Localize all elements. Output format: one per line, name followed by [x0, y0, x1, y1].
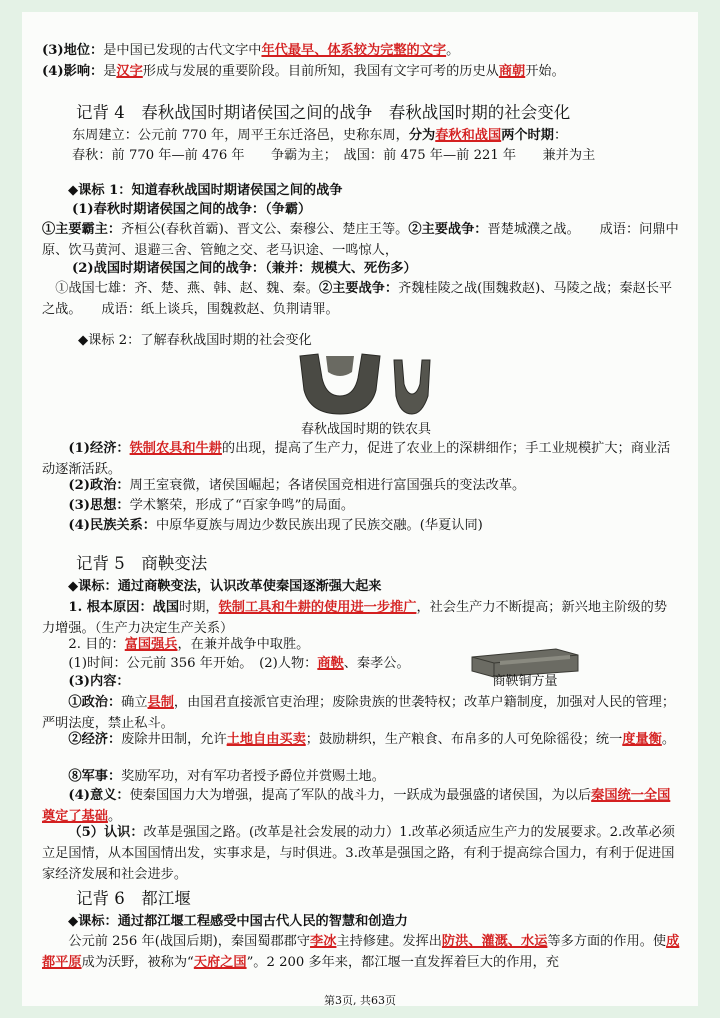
- iron-tools-caption: 春秋战国时期的铁农具: [300, 422, 431, 437]
- s6-paragraph: 公元前 256 年(战国后期)，秦国蜀郡郡守李冰主持修建。发挥出防洪、灌溉、水运等多方面的作用。使成都平原成为沃野，被称为“天府之国”。2 200 多年来，都江堰一直发挥着巨大的作用，充: [42, 934, 680, 970]
- page-number: 第3页, 共63页: [324, 994, 396, 1007]
- section-5-title: 记背 5 商鞅变法: [76, 554, 208, 573]
- s5-time-people: (1)时间：公元前 356 年开始。 (2)人物：商鞅、秦孝公。: [68, 656, 410, 671]
- s4-politics: (2)政治：周王室衰微，诸侯国崛起；各诸侯国竞相进行富国强兵的变法改革。: [68, 478, 526, 493]
- s6-kebiao: ◆课标：通过都江堰工程感受中国古代人民的智慧和创造力: [68, 914, 408, 929]
- kebiao-2: ◆课标 2：了解春秋战国时期的社会变化: [78, 333, 312, 348]
- bronze-measure-caption: 商鞅铜方量: [492, 674, 558, 689]
- s5-significance: (4)意义：使秦国国力大为增强，提高了军队的战斗力，一跃成为最强盛的诸侯国，为以后秦国统一全国奠定了基础。: [42, 788, 671, 824]
- s4-line-1: 东周建立：公元前 770 年，周平王东迁洛邑，史称东周，分为春秋和战国两个时期：: [72, 128, 568, 143]
- s4-thought: (3)思想：学术繁荣，形成了“百家争鸣”的局面。: [68, 498, 355, 513]
- kebiao-1b-text: ①战国七雄：齐、楚、燕、韩、赵、魏、秦。②主要战争：齐魏桂陵之战(围魏救赵)、马陵之战；秦赵长平之战。 成语：纸上谈兵，围魏救赵、负荆请罪。: [42, 281, 673, 317]
- s5-purpose: 2. 目的：富国强兵，在兼并战争中取胜。: [68, 637, 310, 652]
- s5-economy: ②经济：废除井田制，允许土地自由买卖；鼓励耕织，生产粮食、布帛多的人可免除徭役；统一度量衡。: [68, 732, 676, 747]
- s5-recognition: （5）认识：改革是强国之路。(改革是社会发展的动力）1.改革必须适应生产力的发展要求。2.改革必须立足国情，从本国国情出发，实事求是，与时俱进。3.改革是强国之路，有利于提高综合国力，有利于促进国家经济发展和社会进步。: [42, 825, 675, 882]
- kebiao-1a-heading: (1)春秋时期诸侯国之间的战争：（争霸）: [72, 202, 312, 217]
- kebiao-1a-text: ①主要霸主：齐桓公(春秋首霸)、晋文公、秦穆公、楚庄王等。②主要战争：晋楚城濮之战。 成语：问鼎中原、饮马黄河、退避三舍、管鲍之交、老马识途、一鸣惊人，: [42, 222, 679, 258]
- kebiao-1b-heading: (2)战国时期诸侯国之间的战争：（兼并：规模大、死伤多）: [72, 261, 417, 276]
- s5-politics: ①政治：确立县制，由国君直接派官吏治理；废除贵族的世袭特权；改革户籍制度，加强对人民的管理；严明法度，禁止私斗。: [42, 695, 676, 731]
- kebiao-1: ◆课标 1：知道春秋战国时期诸侯国之间的战争: [68, 183, 343, 198]
- s5-military: ⑧军事：奖励军功，对有军功者授予爵位并赏赐土地。: [68, 769, 385, 784]
- s5-kebiao: ◆课标：通过商鞅变法，认识改革使秦国逐渐强大起来: [68, 579, 382, 594]
- s5-root-cause: 1. 根本原因：战国时期，铁制工具和牛耕的使用进一步推广，社会生产力不断提高；新兴地主阶级的势力增强。（生产力决定生产关系）: [42, 600, 667, 636]
- top-line-1: (3)地位：是中国已发现的古代文字中年代最早、体系较为完整的文字。: [42, 43, 460, 58]
- iron-tools-image: [296, 350, 436, 418]
- s4-line-2: 春秋：前 770 年—前 476 年 争霸为主； 战国：前 475 年—前 221 年 兼并为主: [72, 148, 596, 163]
- s5-content-label: (3)内容：: [68, 674, 130, 689]
- s4-ethnic: (4)民族关系：中原华夏族与周边少数民族出现了民族交融。(华夏认同): [68, 518, 483, 533]
- top-line-2: (4)影响：是汉字形成与发展的重要阶段。目前所知，我国有文字可考的历史从商朝开始。: [42, 64, 565, 79]
- section-4-title: 记背 4 春秋战国时期诸侯国之间的战争 春秋战国时期的社会变化: [76, 103, 571, 122]
- s4-economy: (1)经济：铁制农具和牛耕的出现，提高了生产力，促进了农业上的深耕细作；手工业规模扩大；商业活动逐渐活跃。: [42, 441, 671, 477]
- section-6-title: 记背 6 都江堰: [76, 889, 191, 908]
